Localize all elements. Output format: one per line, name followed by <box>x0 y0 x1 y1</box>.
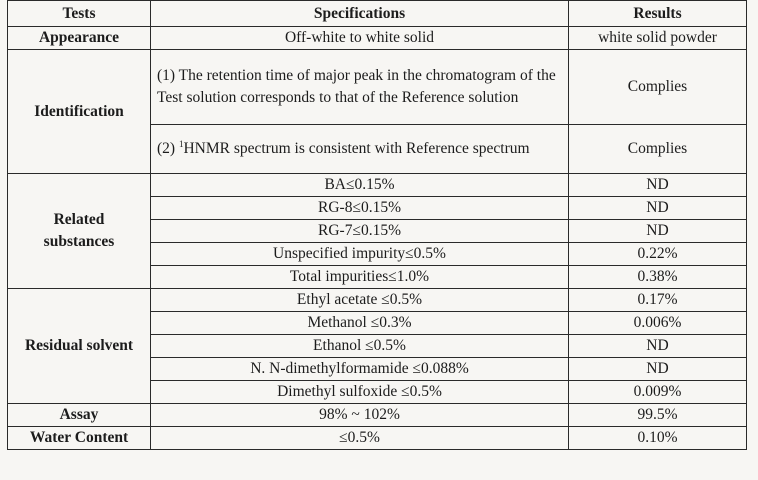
result-cell: ND <box>569 335 747 358</box>
header-specifications: Specifications <box>151 1 569 27</box>
spec-text: HNMR spectrum is consistent with Reference spectrum <box>183 140 530 157</box>
result-cell: 0.17% <box>569 289 747 312</box>
result-cell: 0.22% <box>569 243 747 266</box>
result-cell: ND <box>569 174 747 197</box>
test-name-water-content: Water Content <box>8 427 151 450</box>
result-cell: 0.009% <box>569 381 747 404</box>
spec-cell: Off-white to white solid <box>151 27 569 50</box>
table-row <box>8 50 747 125</box>
spec-cell: N. N-dimethylformamide ≤0.088% <box>151 358 569 381</box>
superscript-label: 1 <box>178 139 184 149</box>
test-name-line: Related <box>53 211 105 228</box>
spec-cell: BA≤0.15% <box>151 174 569 197</box>
result-cell: Complies <box>569 50 747 125</box>
table-header-row <box>8 1 747 27</box>
result-cell: 99.5% <box>569 404 747 427</box>
table-row <box>8 427 747 450</box>
spec-cell: Ethyl acetate ≤0.5% <box>151 289 569 312</box>
table-row <box>8 289 747 312</box>
spec-cell: RG-8≤0.15% <box>151 197 569 220</box>
spec-cell: Methanol ≤0.3% <box>151 312 569 335</box>
spec-cell: Ethanol ≤0.5% <box>151 335 569 358</box>
spec-cell <box>151 125 569 174</box>
header-results: Results <box>569 1 747 27</box>
test-name-identification: Identification <box>8 50 151 174</box>
spec-cell: Dimethyl sulfoxide ≤0.5% <box>151 381 569 404</box>
test-name-line: substances <box>43 233 115 250</box>
result-cell: ND <box>569 220 747 243</box>
spec-prefix: (2) <box>157 140 179 157</box>
test-name-residual-solvent: Residual solvent <box>8 289 151 404</box>
result-cell: ND <box>569 358 747 381</box>
spec-cell: Total impurities≤1.0% <box>151 266 569 289</box>
table-row <box>8 27 747 50</box>
spec-cell: RG-7≤0.15% <box>151 220 569 243</box>
table-row <box>8 404 747 427</box>
spec-cell: Unspecified impurity≤0.5% <box>151 243 569 266</box>
result-cell: ND <box>569 197 747 220</box>
test-name-assay: Assay <box>8 404 151 427</box>
result-cell: 0.10% <box>569 427 747 450</box>
result-cell: 0.38% <box>569 266 747 289</box>
spec-cell: ≤0.5% <box>151 427 569 450</box>
test-name-appearance: Appearance <box>8 27 151 50</box>
spec-cell: (1) The retention time of major peak in the chromatogram of the Test solution corresponds to that of the Reference solution <box>151 50 569 125</box>
spec-cell: 98% ~ 102% <box>151 404 569 427</box>
specifications-table <box>7 0 747 450</box>
result-cell: white solid powder <box>569 27 747 50</box>
table-row <box>8 174 747 197</box>
test-name-related-substances <box>8 174 151 289</box>
result-cell: Complies <box>569 125 747 174</box>
result-cell: 0.006% <box>569 312 747 335</box>
header-tests: Tests <box>8 1 151 27</box>
